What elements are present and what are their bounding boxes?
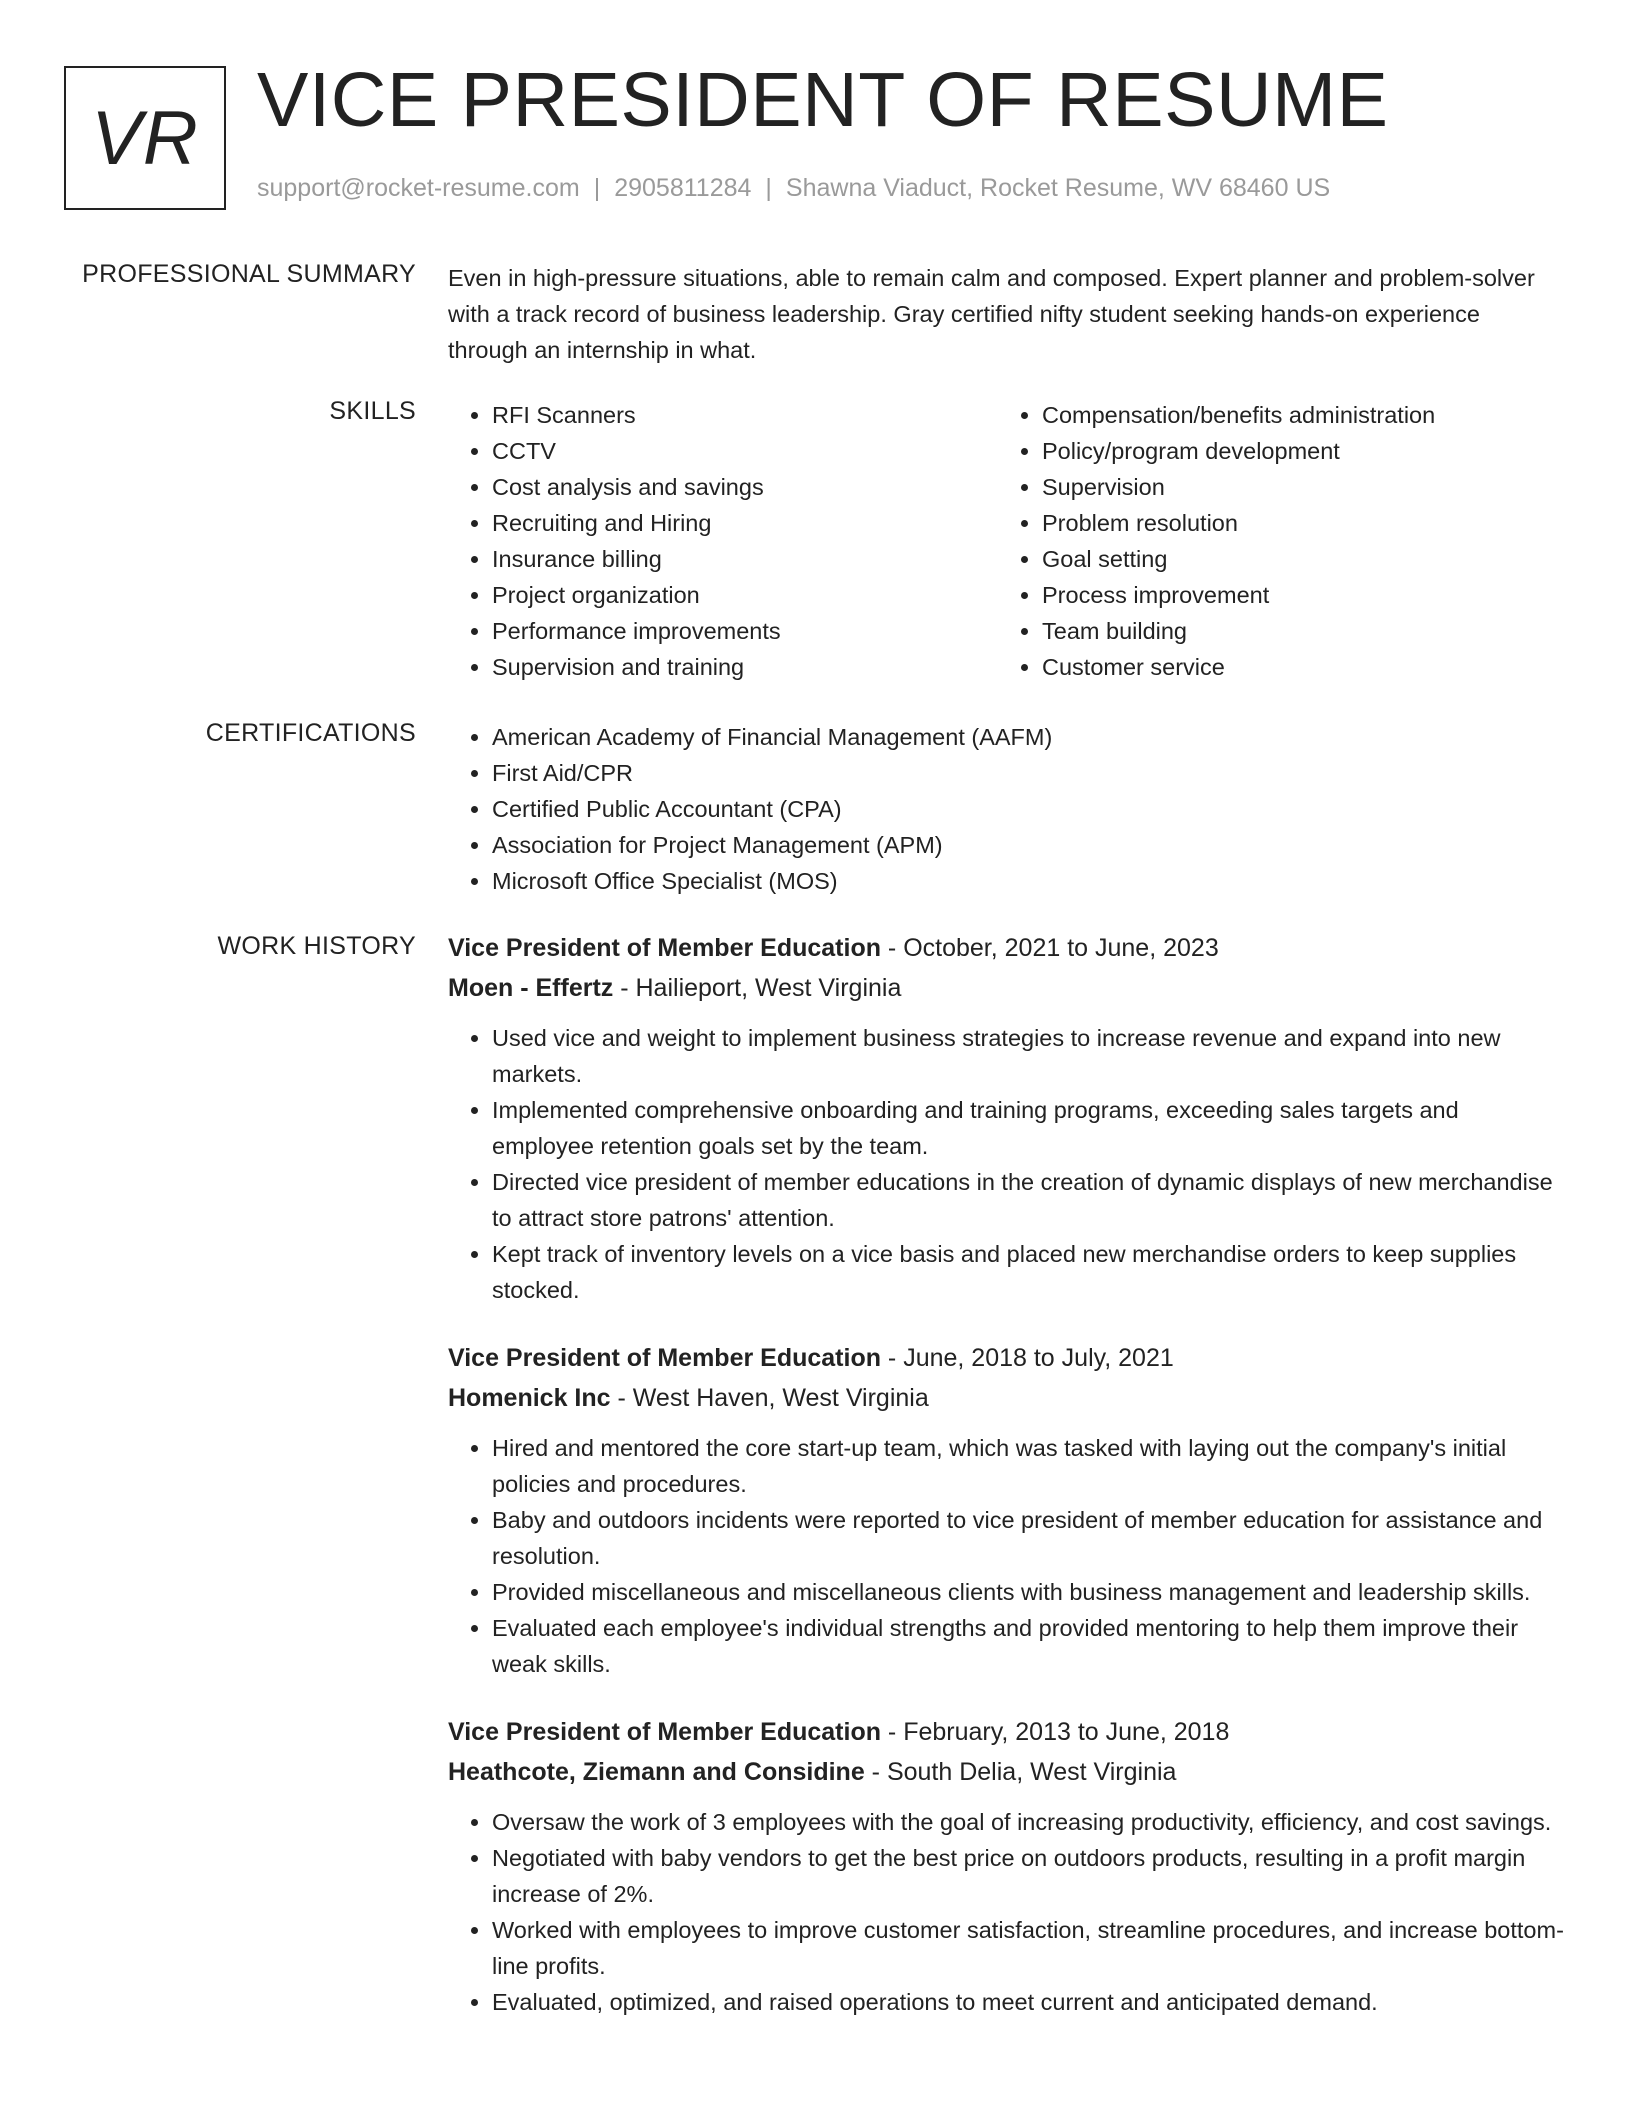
job-dates: - February, 2013 to June, 2018 [880, 1718, 1230, 1746]
skill-item: • Recruiting and Hiring [492, 505, 998, 541]
section-label-certifications: CERTIFICATIONS [205, 719, 416, 747]
certification-item: • American Academy of Financial Management (AAFM) [492, 719, 1564, 755]
contact-email[interactable]: support@rocket-resume.com [257, 174, 580, 202]
section-label-skills: SKILLS [329, 397, 416, 425]
skills-column-right [998, 397, 1548, 685]
skill-item: • Policy/program development [1042, 433, 1548, 469]
skills-list-left [448, 397, 998, 685]
job-dates: - October, 2021 to June, 2023 [880, 934, 1219, 962]
skills-body [448, 397, 1564, 685]
job-bullet-list [448, 1020, 1564, 1308]
job-location: - West Haven, West Virginia [610, 1384, 929, 1412]
job-company-line [448, 1378, 1564, 1418]
contact-line [257, 174, 1330, 203]
job-location: - South Delia, West Virginia [864, 1758, 1177, 1786]
job-title-line [448, 1712, 1564, 1752]
skill-item: • RFI Scanners [492, 397, 998, 433]
job-bullet: • Baby and outdoors incidents were reported to vice president of member education for assistance and resolution. [492, 1502, 1564, 1574]
job-bullet: • Used vice and weight to implement business strategies to increase revenue and expand into new markets. [492, 1020, 1564, 1092]
skills-columns [448, 397, 1564, 685]
job-bullet: • Directed vice president of member educations in the creation of dynamic displays of new merchandise to attract store patrons' attention. [492, 1164, 1564, 1236]
skill-item: • Problem resolution [1042, 505, 1548, 541]
job-company-line [448, 1752, 1564, 1792]
job-bullet: • Negotiated with baby vendors to get the best price on outdoors products, resulting in a profit margin increase of 2%. [492, 1840, 1564, 1912]
job-bullet: • Kept track of inventory levels on a vice basis and placed new merchandise orders to keep supplies stocked. [492, 1236, 1564, 1308]
job-bullet: • Provided miscellaneous and miscellaneous clients with business management and leadership skills. [492, 1574, 1564, 1610]
section-label-work-history: WORK HISTORY [217, 932, 416, 960]
contact-separator: | [593, 174, 601, 202]
job-title: Vice President of Member Education [448, 934, 881, 962]
job-company: Heathcote, Ziemann and Considine [448, 1758, 865, 1786]
certification-item: • Certified Public Accountant (CPA) [492, 791, 1564, 827]
skill-item: • Team building [1042, 613, 1548, 649]
certification-item: • First Aid/CPR [492, 755, 1564, 791]
job-entry [448, 928, 1564, 1308]
skill-item: • Performance improvements [492, 613, 998, 649]
skill-item: • Supervision [1042, 469, 1548, 505]
job-bullet: • Evaluated, optimized, and raised operations to meet current and anticipated demand. [492, 1984, 1564, 2020]
job-bullet: • Worked with employees to improve customer satisfaction, streamline procedures, and increase bottom-line profits. [492, 1912, 1564, 1984]
job-bullet: • Oversaw the work of 3 employees with the goal of increasing productivity, efficiency, and cost savings. [492, 1804, 1564, 1840]
skills-list-right [998, 397, 1548, 685]
contact-separator: | [765, 174, 772, 202]
contact-address: Shawna Viaduct, Rocket Resume, WV 68460 US [785, 174, 1331, 202]
certification-item: • Microsoft Office Specialist (MOS) [492, 863, 1564, 899]
skill-item: • Cost analysis and savings [492, 469, 998, 505]
section-label-summary: PROFESSIONAL SUMMARY [82, 260, 416, 288]
job-company-line [448, 968, 1564, 1008]
skill-item: • Insurance billing [492, 541, 998, 577]
work-history-body [448, 928, 1564, 2050]
resume-header [64, 57, 1584, 210]
job-title-line [448, 1338, 1564, 1378]
skill-item: • Project organization [492, 577, 998, 613]
job-company: Homenick Inc [448, 1384, 611, 1412]
skill-item: • Compensation/benefits administration [1042, 397, 1548, 433]
certification-item: • Association for Project Management (APM) [492, 827, 1564, 863]
skills-column-left [448, 397, 998, 685]
job-company: Moen - Effertz [448, 974, 614, 1002]
resume-name: VICE PRESIDENT OF RESUME [257, 57, 1389, 143]
job-location: - Hailieport, West Virginia [613, 974, 902, 1002]
job-entry [448, 1712, 1564, 2020]
certifications-body [448, 719, 1564, 899]
job-bullet-list [448, 1804, 1564, 2020]
job-bullet: • Evaluated each employee's individual strengths and provided mentoring to help them improve their weak skills. [492, 1610, 1564, 1682]
skill-item: • Process improvement [1042, 577, 1548, 613]
job-bullet-list [448, 1430, 1564, 1682]
job-title-line [448, 928, 1564, 968]
skill-item: • Customer service [1042, 649, 1548, 685]
skill-item: • CCTV [492, 433, 998, 469]
skill-item: • Supervision and training [492, 649, 998, 685]
contact-phone[interactable]: 2905811284 [614, 174, 752, 202]
job-bullet: • Implemented comprehensive onboarding and training programs, exceeding sales targets and employee retention goals set by the team. [492, 1092, 1564, 1164]
job-title: Vice President of Member Education [448, 1344, 881, 1372]
job-dates: - June, 2018 to July, 2021 [880, 1344, 1174, 1372]
job-bullet: • Hired and mentored the core start-up team, which was tasked with laying out the company's initial policies and procedures. [492, 1430, 1564, 1502]
monogram-badge: VR [64, 66, 226, 210]
skill-item: • Goal setting [1042, 541, 1548, 577]
job-title: Vice President of Member Education [448, 1718, 881, 1746]
summary-text: Even in high-pressure situations, able to remain calm and composed. Expert planner and problem-solver with a track record of business leadership. Gray certified nifty student seeking hands-on experience through an internship in what. [448, 265, 1535, 363]
job-entry [448, 1338, 1564, 1682]
certifications-list [448, 719, 1564, 899]
